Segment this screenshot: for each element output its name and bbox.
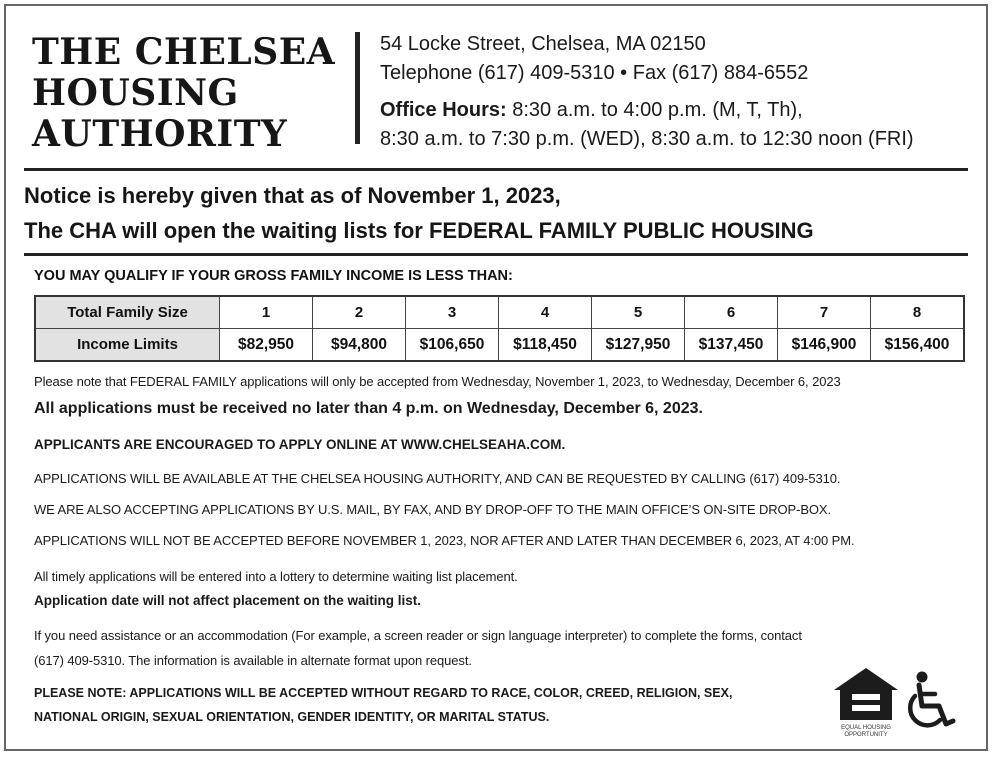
income-limit-cell: $82,950 (220, 329, 313, 362)
family-size-cell: 1 (220, 296, 313, 329)
notice-headline (24, 178, 814, 248)
mail-fax-dropoff-statement: WE ARE ALSO ACCEPTING APPLICATIONS BY U.S. MAIL, BY FAX, AND BY DROP-OFF TO THE MAIN OFFICE’S ON-SITE DROP-BOX. (34, 502, 832, 517)
family-size-cell: 2 (313, 296, 406, 329)
header-divider (355, 32, 360, 144)
application-window-note: Please note that FEDERAL FAMILY applications will only be accepted from Wednesday, November 1, 2023, to Wednesday, December 6, 2023 (34, 374, 841, 389)
family-size-cell: 8 (871, 296, 965, 329)
office-hours-1: 8:30 a.m. to 4:00 p.m. (M, T, Th), (512, 99, 803, 121)
office-hours-line-1 (380, 96, 914, 125)
org-line-2: HOUSING (32, 72, 239, 114)
eho-text-line-1: EQUAL HOUSING (841, 725, 891, 731)
notice-line-1: Notice is hereby given that as of November 1, 2023, (24, 183, 561, 208)
row-label-income-limits: Income Limits (35, 329, 220, 362)
address: 54 Locke Street, Chelsea, MA 02150 (380, 33, 706, 55)
family-size-cell: 3 (406, 296, 499, 329)
income-limit-cell: $106,650 (406, 329, 499, 362)
income-limit-cell: $127,950 (592, 329, 685, 362)
notice-document (4, 4, 988, 751)
family-size-cell: 6 (685, 296, 778, 329)
income-table (34, 295, 965, 362)
table-row (35, 296, 964, 329)
equal-housing-icon (832, 666, 900, 738)
rule-bottom (24, 253, 968, 256)
income-limit-cell: $118,450 (499, 329, 592, 362)
income-limit-cell: $146,900 (778, 329, 871, 362)
org-line-1: THE CHELSEA (32, 31, 336, 73)
non-discrimination-line-1: PLEASE NOTE: APPLICATIONS WILL BE ACCEPTED WITHOUT REGARD TO RACE, COLOR, CREED, RELIGION, SEX, (34, 686, 733, 700)
row-label-family-size: Total Family Size (35, 296, 220, 329)
office-hours-2: 8:30 a.m. to 7:30 p.m. (WED), 8:30 a.m. to 12:30 noon (FRI) (380, 128, 914, 150)
notice-line-2: The CHA will open the waiting lists for FEDERAL FAMILY PUBLIC HOUSING (24, 218, 814, 243)
assistance-line-1: If you need assistance or an accommodation (For example, a screen reader or sign language interpreter) to complete the forms, contact (34, 628, 802, 643)
family-size-cell: 5 (592, 296, 685, 329)
deadline-statement: All applications must be received no later than 4 p.m. on Wednesday, December 6, 2023. (34, 400, 703, 417)
not-accepted-statement: APPLICATIONS WILL NOT BE ACCEPTED BEFORE NOVEMBER 1, 2023, NOR AFTER AND LATER THAN DECEMBER 6, 2023, AT 4:00 PM. (34, 533, 855, 548)
lottery-statement: All timely applications will be entered into a lottery to determine waiting list placement. (34, 569, 518, 584)
income-limit-cell: $156,400 (871, 329, 965, 362)
phone-fax: Telephone (617) 409-5310 • Fax (617) 884-6552 (380, 62, 809, 84)
eho-text-line-2: OPPORTUNITY (844, 732, 888, 738)
table-row (35, 329, 964, 362)
family-size-cell: 7 (778, 296, 871, 329)
non-discrimination-line-2: NATIONAL ORIGIN, SEXUAL ORIENTATION, GENDER IDENTITY, OR MARITAL STATUS. (34, 710, 550, 724)
apply-online-statement: APPLICANTS ARE ENCOURAGED TO APPLY ONLINE AT WWW.CHELSEAHA.COM. (34, 437, 566, 452)
family-size-cell: 4 (499, 296, 592, 329)
availability-statement: APPLICATIONS WILL BE AVAILABLE AT THE CHELSEA HOUSING AUTHORITY, AND CAN BE REQUESTED BY CALLING (617) 409-5310. (34, 471, 841, 486)
org-line-3: AUTHORITY (32, 113, 288, 155)
date-placement-statement: Application date will not affect placement on the waiting list. (34, 593, 422, 608)
income-limit-cell: $94,800 (313, 329, 406, 362)
income-limit-cell: $137,450 (685, 329, 778, 362)
contact-info (380, 30, 914, 154)
office-hours-label: Office Hours: (380, 99, 507, 121)
wheelchair-icon (906, 670, 964, 732)
qualify-heading: YOU MAY QUALIFY IF YOUR GROSS FAMILY INCOME IS LESS THAN: (34, 268, 513, 284)
rule-top (24, 168, 968, 171)
assistance-line-2: (617) 409-5310. The information is available in alternate format upon request. (34, 653, 472, 668)
header (6, 6, 986, 171)
organization-name (32, 32, 342, 155)
